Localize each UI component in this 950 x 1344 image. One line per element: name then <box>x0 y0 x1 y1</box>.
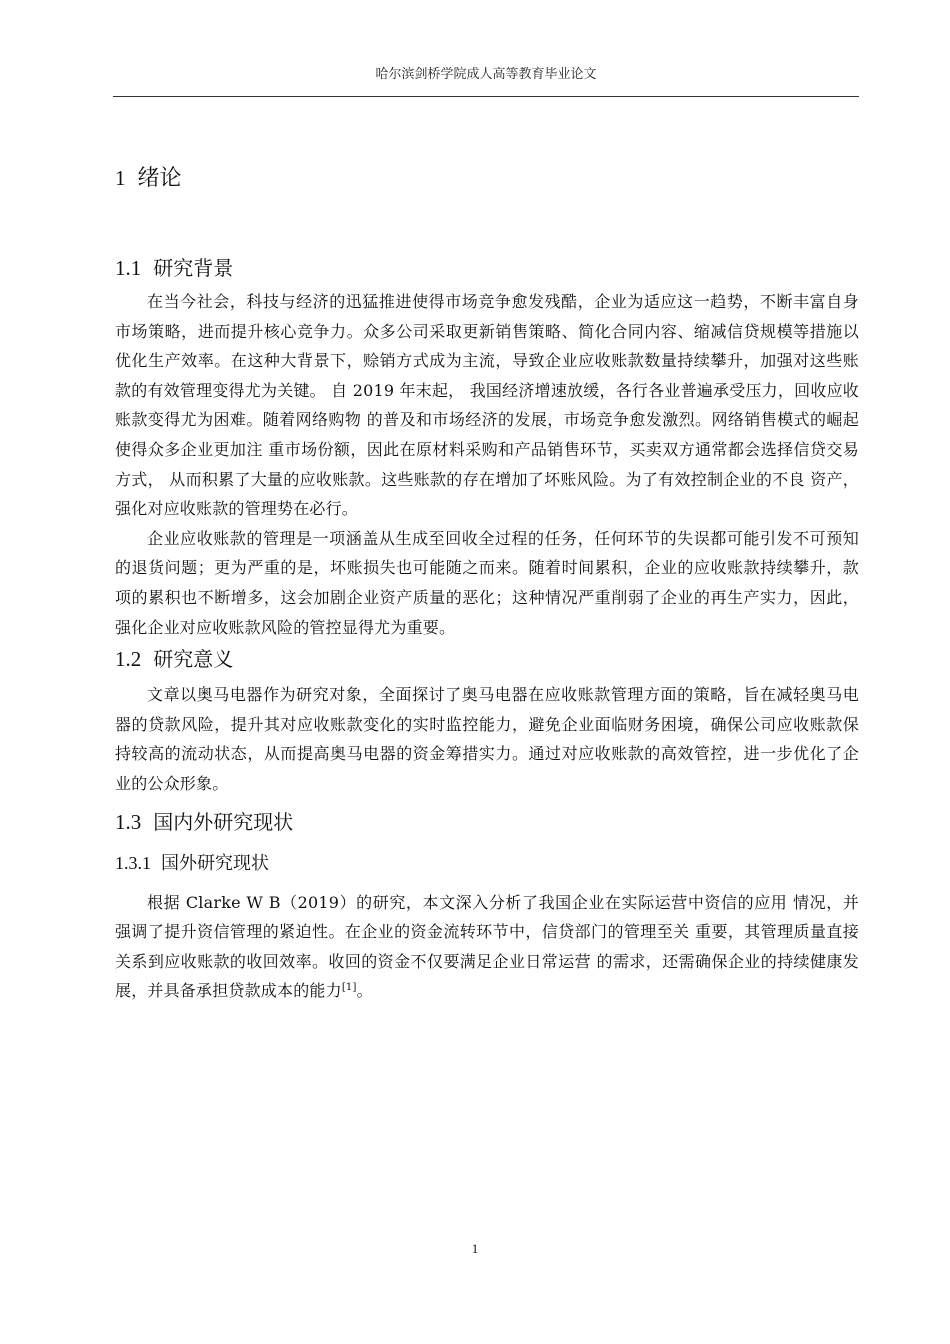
section-heading-research-status <box>115 807 859 837</box>
subsection-title: 国外研究现状 <box>161 852 269 874</box>
subsection-number: 1.3.1 <box>115 852 151 873</box>
section-title: 国内外研究现状 <box>153 809 294 834</box>
chapter-heading <box>115 162 859 195</box>
section-title: 研究意义 <box>153 647 234 672</box>
section-title: 研究背景 <box>153 256 234 280</box>
page-number: 1 <box>471 1241 479 1256</box>
document-body <box>115 160 859 1006</box>
body-paragraph: 企业应收账款的管理是一项涵盖从生成至回收全过程的任务，任何环节的失误都可能引发不可预知的退货问题；更为严重的是，坏账损失也可能随之而来。随着时间累积，企业的应收账款持续攀升，款项的累积也不断增多，这会加剧企业资产质量的恶化；这种情况严重削弱了企业的再生产实力，因此，强化企业对应收账款风险的管控显得尤为重要。 <box>115 528 859 637</box>
body-paragraph <box>115 888 859 1006</box>
section-number: 1.2 <box>115 647 142 672</box>
header-divider <box>113 96 859 97</box>
section-number: 1.1 <box>115 256 142 280</box>
chapter-number: 1 <box>115 166 126 190</box>
body-paragraph: 文章以奥马电器作为研究对象，全面探讨了奥马电器在应收账款管理方面的策略，旨在减轻奥马电器的贷款风险，提升其对应收账款变化的实时监控能力，避免企业面临财务困境，确保公司应收账款保持较高的流动状态，从而提高奥马电器的资金筹措实力。通过对应收账款的高效管控，进一步优化了企业的公众形象。 <box>115 685 859 793</box>
section-heading-significance <box>115 644 859 674</box>
paragraph-end: 。 <box>356 981 373 1001</box>
section-heading-background <box>115 253 859 283</box>
section-number: 1.3 <box>115 809 142 834</box>
body-paragraph: 在当今社会，科技与经济的迅猛推进使得市场竞争愈发残酷，企业为适应这一趋势，不断丰富自身市场策略，进而提升核心竞争力。众多公司采取更新销售策略、简化合同内容、缩减信贷规模等措施以优化生产效率。在这种大背景下，赊销方式成为主流，导致企业应收账款数量持续攀升，加强对这些账款的有效管理变得尤为关键。 自 2019 年末起， 我国经济增速放缓，各行各业普遍承受压力，回收应收账款变得尤为困难。随着网络购物 的普及和市场经济的发展，市场竞争愈发激烈。网络销售模式的崛起使得众多企业更加注 重市场份额，因此在原材料采购和产品销售环节，买卖双方通常都会选择信贷交易方式， 从而积累了大量的应收账款。这些账款的存在增加了坏账风险。为了有效控制企业的不良 资产，强化对应收账款的管理势在必行。 <box>115 292 859 519</box>
subsection-heading-foreign <box>115 849 859 878</box>
chapter-title: 绪论 <box>137 166 182 191</box>
paragraph-text: 根据 Clarke W B（2019）的研究，本文深入分析了我国企业在实际运营中资信的应用 情况，并强调了提升资信管理的紧迫性。在企业的资金流转环节中，信贷部门的管理至关 重要，其管理质量直接关系到应收账款的收回效率。收回的资金不仅要满足企业日常运营 的需求，还需确保企业的持续健康发展，并具备承担贷款成本的能力 <box>115 892 859 1001</box>
citation-reference[interactable]: [1] <box>341 982 357 994</box>
page-header: 哈尔滨剑桥学院成人高等教育毕业论文 <box>375 67 597 82</box>
